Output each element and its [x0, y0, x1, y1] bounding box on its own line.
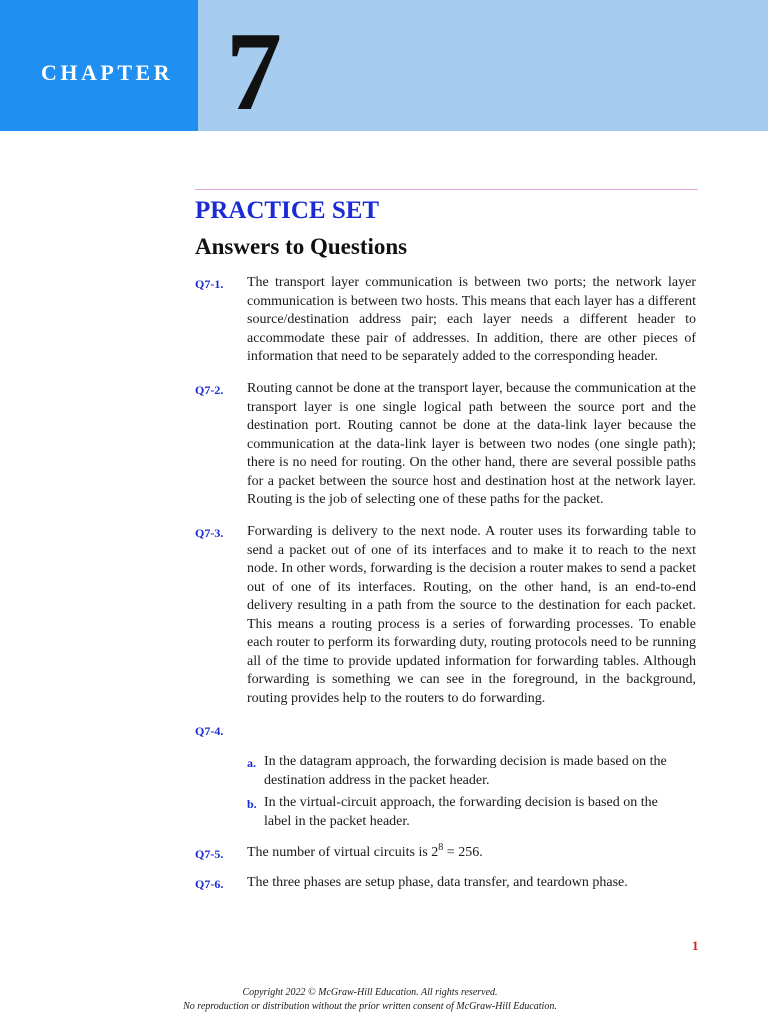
answer-text-before: The number of virtual circuits is 2 — [247, 845, 439, 860]
sub-answer-text: In the virtual-circuit approach, the forwarding decision is based on the label in the packet header. — [264, 795, 658, 829]
question-label: Q7-5. — [195, 847, 224, 861]
chapter-banner — [0, 0, 768, 134]
question-answer-text — [247, 844, 696, 863]
question-label: Q7-6. — [195, 877, 224, 891]
question-label: Q7-4. — [195, 724, 224, 738]
page-number: 1 — [692, 938, 699, 953]
question-answer-text: The transport layer communication is between two ports; the network layer communication is between two hosts. This means that each layer has a different source/destination address pair; each layer needs a different header to accommodate these pair of addresses. In addition, there are other pieces of information that need to be separately added to the corresponding header. — [247, 275, 696, 364]
question-label: Q7-1. — [195, 277, 224, 291]
question-answer-text: Routing cannot be done at the transport layer, because the communication at the transport layer is one single logical path between the source port and the destination port. Routing cannot be done at the data-link layer because the communication at the data-link layer is between two nodes (one single path); there is no need for routing. On the other hand, there are several possible paths for a packet between the source host and destination host at the network layer. Routing is the job of selecting one of these paths for the packet. — [247, 381, 696, 507]
footer-notice: No reproduction or distribution without the prior written consent of McGraw-Hill Education. — [183, 1001, 557, 1012]
question-label: Q7-2. — [195, 383, 224, 397]
chapter-word: CHAPTER — [41, 60, 174, 85]
sub-answer-label: b. — [247, 797, 257, 811]
footer-copyright: Copyright 2022 © McGraw-Hill Education. All rights reserved. — [242, 987, 498, 998]
answer-text-after: = 256. — [443, 845, 483, 860]
chapter-number: 7 — [226, 10, 282, 134]
sub-answer-text: In the datagram approach, the forwarding decision is made based on the destination address in the packet header. — [264, 754, 667, 788]
sub-answer-label: a. — [247, 756, 256, 770]
section-subtitle: Answers to Questions — [195, 234, 408, 259]
section-title: PRACTICE SET — [195, 197, 380, 224]
question-answer-text: Forwarding is delivery to the next node. A router uses its forwarding table to send a packet out of one of its interfaces and to make it to reach to the next node. In other words, forwarding is the decision a router makes to send a packet out of one of its interfaces. Routing, on the other hand, is an end-to-end delivery resulting in a path from the source to the destination for each packet. This means a routing process is a series of forwarding processes. To enable each router to perform its forwarding duty, routing protocols need to be running all of the time to provide updated information for forwarding tables. Although forwarding is something we can see in the foreground, in the background, routing provides help to the routers to do forwarding. — [247, 524, 696, 706]
answer-exponent: 8 — [438, 842, 444, 853]
question-answer-text: The three phases are setup phase, data transfer, and teardown phase. — [247, 875, 628, 890]
chapter-label-block — [0, 0, 198, 131]
section-divider — [195, 189, 698, 190]
question-label: Q7-3. — [195, 526, 224, 540]
